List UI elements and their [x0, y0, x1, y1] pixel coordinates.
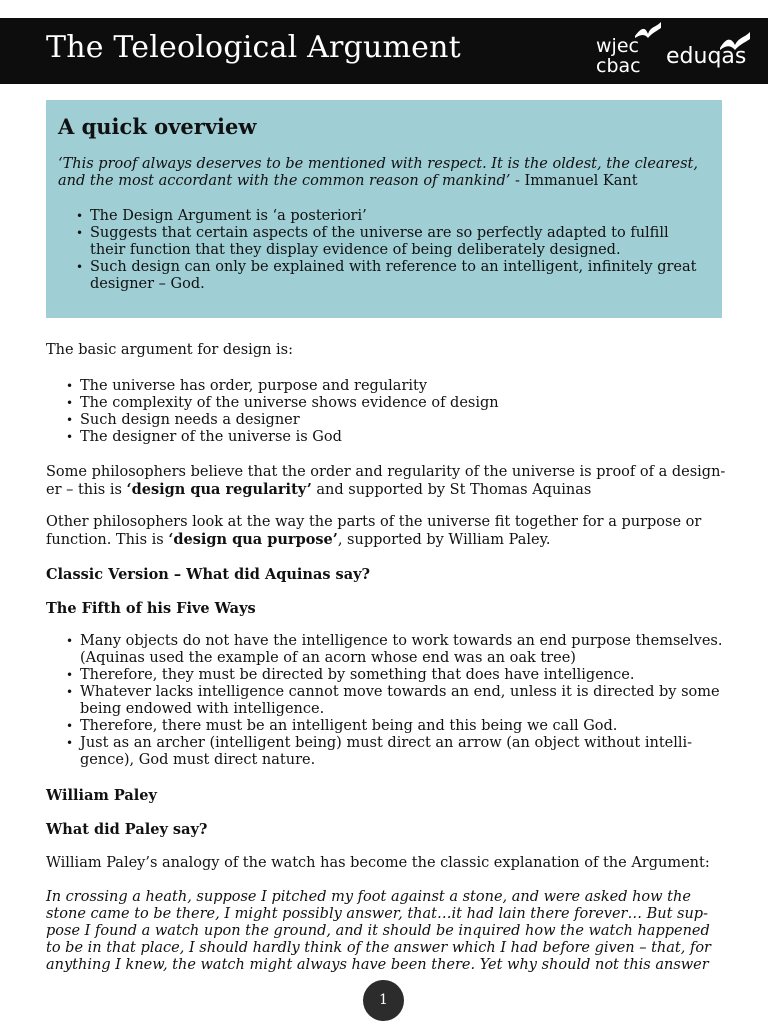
kant-quote-author: - Immanuel Kant: [510, 173, 638, 189]
eduqas-logo: eduqas: [666, 44, 747, 69]
page-number: 1: [363, 980, 404, 1021]
aquinas-list: [46, 633, 726, 769]
regularity-paragraph: [46, 464, 726, 499]
purpose-bold: ‘design qua purpose’: [168, 531, 338, 548]
overview-box: [46, 100, 722, 318]
paley-quote: In crossing a heath, suppose I pitched my foot against a stone, and were asked how the stone came to be there, I might possibly answer, that…it had lain there forever… But sup-pose I found a watch upon the ground, and it should be inquired how the watch happened to be in that place, I should hardly think of the answer which I had before given – that, for anything I knew, the watch might always have been there. Yet why should not this answer: [46, 889, 711, 973]
purpose-text-before: Other philosophers look at the way the parts of the universe fit together for a purpose or function. This is: [46, 514, 702, 548]
page-header: [0, 18, 768, 84]
purpose-paragraph: [46, 514, 726, 549]
overview-list: [76, 208, 708, 293]
aquinas-heading: Classic Version – What did Aquinas say?: [46, 566, 371, 583]
regularity-text-after: and supported by St Thomas Aquinas: [311, 482, 592, 498]
paley-heading: William Paley: [46, 787, 157, 804]
list-item: • Many objects do not have the intelligence to work towards an end purpose themselves. (Aquinas used the example of an acorn whose end was an oak tree): [66, 633, 726, 667]
list-item: • Such design needs a designer: [66, 412, 726, 429]
list-item: • Just as an archer (intelligent being) must direct an arrow (an object without intelli-gence), God must direct nature.: [66, 735, 726, 769]
wjec-logo-line1: wjec: [596, 35, 639, 57]
regularity-bold: ‘design qua regularity’: [126, 481, 312, 498]
aquinas-list-block: [46, 633, 726, 769]
list-item: • Suggests that certain aspects of the universe are so perfectly adapted to fulfill their function that they display evidence of being deliberately designed.: [76, 225, 708, 259]
paley-intro: William Paley’s analogy of the watch has become the classic explanation of the Argument:: [46, 855, 710, 871]
basic-list-block: [46, 378, 726, 446]
aquinas-subheading: The Fifth of his Five Ways: [46, 600, 256, 617]
list-item: • The Design Argument is ‘a posteriori’: [76, 208, 708, 225]
purpose-text-after: , supported by William Paley.: [337, 532, 551, 548]
kant-quote: [58, 156, 708, 190]
overview-heading: A quick overview: [58, 114, 257, 139]
list-item: • Therefore, they must be directed by something that does have intelligence.: [66, 667, 726, 684]
list-item: • The complexity of the universe shows evidence of design: [66, 395, 726, 412]
kant-quote-text: ‘This proof always deserves to be mentioned with respect. It is the oldest, the clearest, and the most accordant with the common reason of mankind’: [58, 156, 698, 189]
regularity-text-before: Some philosophers believe that the order and regularity of the universe is proof of a design-er – this is: [46, 464, 726, 498]
list-item: • The designer of the universe is God: [66, 429, 726, 446]
paley-subheading: What did Paley say?: [46, 821, 208, 838]
basic-list: [46, 378, 726, 446]
wjec-logo-line2: cbac: [596, 55, 641, 77]
page-title: The Teleological Argument: [46, 30, 461, 65]
wjec-logo: [596, 36, 658, 76]
list-item: • Such design can only be explained with reference to an intelligent, infinitely great designer – God.: [76, 259, 708, 293]
list-item: • The universe has order, purpose and regularity: [66, 378, 726, 395]
list-item: • Whatever lacks intelligence cannot move towards an end, unless it is directed by some being endowed with intelligence.: [66, 684, 726, 718]
list-item: • Therefore, there must be an intelligent being and this being we call God.: [66, 718, 726, 735]
basic-intro: The basic argument for design is:: [46, 342, 294, 358]
